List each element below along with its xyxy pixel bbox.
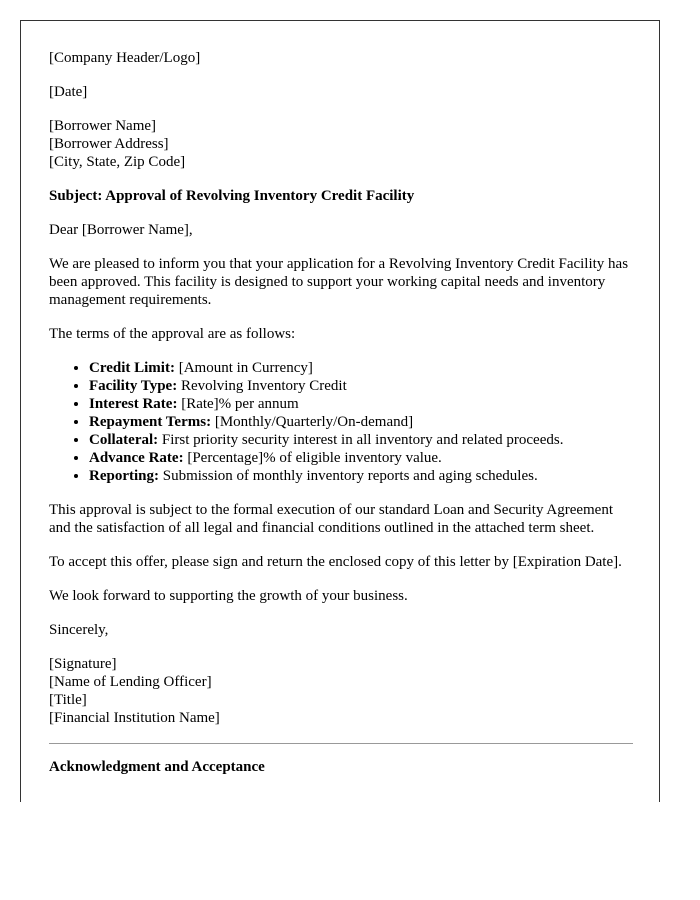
borrower-address: [Borrower Address] bbox=[49, 136, 169, 152]
term-value: [Amount in Currency] bbox=[174, 360, 313, 376]
letter-page bbox=[20, 20, 660, 802]
conditions-paragraph: This approval is subject to the formal execution of our standard Loan and Security Agreement and the satisfaction of all legal and financial conditions outlined in the attached term sheet. bbox=[49, 502, 614, 536]
term-item bbox=[89, 395, 633, 413]
institution-name: [Financial Institution Name] bbox=[49, 710, 220, 726]
term-value: Revolving Inventory Credit bbox=[177, 378, 347, 394]
subject-line: Subject: Approval of Revolving Inventory Credit Facility bbox=[49, 188, 415, 204]
term-label: Collateral: bbox=[89, 432, 159, 448]
term-value: [Rate]% per annum bbox=[177, 396, 299, 412]
borrower-city: [City, State, Zip Code] bbox=[49, 154, 186, 170]
term-label: Interest Rate: bbox=[89, 396, 178, 412]
acceptance-paragraph: To accept this offer, please sign and return the enclosed copy of this letter by [Expiration Date]. bbox=[49, 554, 622, 570]
term-value: [Percentage]% of eligible inventory value. bbox=[183, 450, 442, 466]
closing-line: We look forward to supporting the growth of your business. bbox=[49, 588, 408, 604]
term-value: Submission of monthly inventory reports and aging schedules. bbox=[159, 468, 538, 484]
intro-paragraph: We are pleased to inform you that your application for a Revolving Inventory Credit Facility has been approved. This facility is designed to support your working capital needs and inventory management requirements. bbox=[49, 256, 629, 308]
term-item bbox=[89, 449, 633, 467]
term-item bbox=[89, 359, 633, 377]
borrower-name: [Borrower Name] bbox=[49, 118, 157, 134]
term-item bbox=[89, 413, 633, 431]
term-value: First priority security interest in all inventory and related proceeds. bbox=[158, 432, 564, 448]
term-value: [Monthly/Quarterly/On-demand] bbox=[211, 414, 414, 430]
term-label: Facility Type: bbox=[89, 378, 178, 394]
sign-off: Sincerely, bbox=[49, 622, 109, 638]
letter-content bbox=[49, 49, 633, 776]
signature: [Signature] bbox=[49, 656, 117, 672]
company-header: [Company Header/Logo] bbox=[49, 50, 201, 66]
officer-title: [Title] bbox=[49, 692, 87, 708]
term-item bbox=[89, 467, 633, 485]
letter-date: [Date] bbox=[49, 84, 88, 100]
section-divider bbox=[49, 743, 633, 744]
term-label: Repayment Terms: bbox=[89, 414, 212, 430]
terms-intro: The terms of the approval are as follows: bbox=[49, 326, 296, 342]
term-label: Reporting: bbox=[89, 468, 159, 484]
acknowledgment-heading: Acknowledgment and Acceptance bbox=[49, 759, 265, 775]
signature-block bbox=[49, 655, 633, 727]
term-item bbox=[89, 431, 633, 449]
term-label: Advance Rate: bbox=[89, 450, 184, 466]
term-item bbox=[89, 377, 633, 395]
salutation: Dear [Borrower Name], bbox=[49, 222, 193, 238]
terms-list bbox=[49, 359, 633, 485]
term-label: Credit Limit: bbox=[89, 360, 175, 376]
borrower-address-block bbox=[49, 117, 633, 171]
officer-name: [Name of Lending Officer] bbox=[49, 674, 212, 690]
